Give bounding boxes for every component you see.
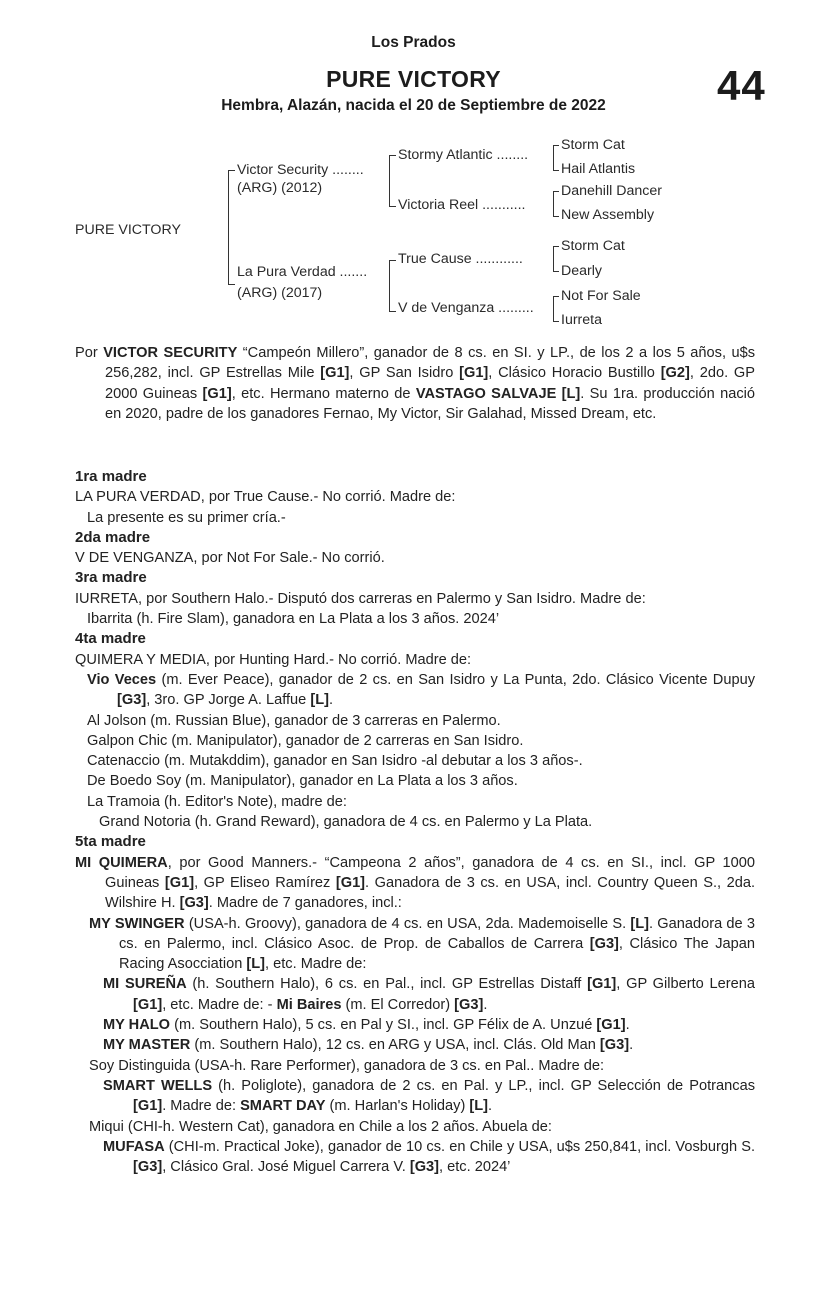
- sire-name: Victor Security ........: [237, 162, 364, 178]
- produce-text: (m. Harlan's Holiday): [325, 1098, 470, 1115]
- gg-3: Danehill Dancer: [561, 183, 662, 199]
- produce-text: , etc. Madre de:: [265, 956, 367, 973]
- produce-name: SMART WELLS: [103, 1077, 213, 1094]
- produce-text: , etc. 2024’: [439, 1159, 511, 1176]
- dam4-produce: Al Jolson (m. Russian Blue), ganador de 3 carreras en Palermo.: [87, 712, 501, 729]
- produce-text: .: [629, 1037, 634, 1054]
- gg-2: Hail Atlantis: [561, 161, 636, 177]
- dam1-line: LA PURA VERDAD, por True Cause.- No corrió. Madre de:: [75, 489, 456, 506]
- produce-text: (CHI-m. Practical Joke), ganador de 10 cs. en Chile y USA, u$s 250,841, incl. Vosburgh S.: [164, 1138, 755, 1155]
- sire-text-3: , Clásico Horacio Bustillo: [488, 365, 661, 382]
- produce-text: .: [328, 692, 334, 709]
- farm-name: Los Prados: [371, 34, 456, 51]
- produce-text: (m. Southern Halo), 5 cs. en Pal y SI., incl. GP Félix de A. Unzué: [170, 1017, 597, 1034]
- dam4-vio-veces: [75, 670, 755, 711]
- produce-text: .: [625, 1017, 630, 1034]
- bracket-gen3-3: [553, 246, 559, 272]
- dam-sire: True Cause ............: [398, 251, 523, 267]
- grade-tag: [G1]: [596, 1017, 626, 1034]
- horse-name: PURE VICTORY: [326, 66, 501, 92]
- produce-text: , GP Gilberto Lerena: [616, 976, 755, 993]
- dam5-my-halo: [75, 1015, 755, 1035]
- grade-tag: [G1]: [459, 365, 489, 382]
- sire-dam: Victoria Reel ...........: [398, 197, 526, 213]
- gg-6: Dearly: [561, 263, 602, 279]
- produce-text: (h. Poliglote), ganadora de 2 cs. en Pal. y LP., incl. GP Selección de Potrancas: [212, 1077, 755, 1094]
- dam4-produce: De Boedo Soy (m. Manipulator), ganador en La Plata a los 3 años.: [87, 773, 518, 790]
- produce-text: . Ganadora de 3 cs. en Palermo, incl. Clásico Asoc. de Prop. de Caballos de Carrera: [119, 915, 755, 952]
- sire-detail: (ARG) (2012): [237, 180, 323, 196]
- grade-tag: [G2]: [660, 365, 690, 382]
- produce-text: (h. Southern Halo), 6 cs. en Pal., incl. GP Estrellas Distaff: [186, 976, 588, 993]
- dam4-produce: Galpon Chic (m. Manipulator), ganador de 2 carreras en San Isidro.: [87, 732, 524, 749]
- grade-tag: [G3]: [599, 1037, 630, 1054]
- sire-text: [75, 343, 755, 424]
- dam5-soy-distinguida: Soy Distinguida (USA-h. Rare Performer), ganadora de 3 cs. en Pal.. Madre de:: [89, 1057, 605, 1074]
- dam-detail: (ARG) (2017): [237, 285, 323, 301]
- lot-number: 44: [717, 62, 766, 109]
- sire-bold-name: VICTOR SECURITY: [103, 345, 238, 361]
- pedigree-subject: PURE VICTORY: [75, 222, 181, 238]
- sire-text-6: . Su 1ra. producción nació en 2020, padre de los ganadores Fernao, My Victor, Sir Galahad, Missed Dream, etc.: [105, 385, 755, 422]
- grade-tag: [G1]: [133, 1098, 163, 1115]
- produce-text: , Clásico Gral. José Miguel Carrera V.: [162, 1159, 410, 1176]
- bracket-gen2-dam: [389, 260, 396, 312]
- produce-text: . Madre de 7 ganadores, incl.:: [208, 895, 402, 912]
- produce-text: , 3ro. GP Jorge A. Laffue: [146, 692, 311, 709]
- dam3-produce: Ibarrita (h. Fire Slam), ganadora en La Plata a los 3 años. 2024’: [87, 611, 500, 628]
- produce-text: (m. El Corredor): [341, 996, 455, 1013]
- dam5-mi-quimera: [75, 853, 755, 914]
- bracket-gen3-2: [553, 191, 559, 217]
- grade-tag: [G3]: [589, 935, 619, 952]
- produce-text: (m. Ever Peace), ganador de 2 cs. en San Isidro y La Punta, 2do. Clásico Vicente Dupuy: [156, 671, 755, 688]
- dam4-produce: La Tramoia (h. Editor's Note), madre de:: [87, 793, 347, 810]
- grade-tag: [G3]: [117, 692, 147, 709]
- produce-text: . Ganadora de 3 cs. en USA, incl. Country Queen S., 2da. Wilshire H.: [105, 874, 755, 912]
- half-brother-name: VASTAGO SALVAJE [L]: [415, 385, 581, 402]
- sire-prefix: Por: [75, 345, 104, 361]
- dam-name: La Pura Verdad .......: [237, 264, 368, 280]
- dam5-mi-surena: [75, 974, 755, 1015]
- produce-text: (m. Southern Halo), 12 cs. en ARG y USA, incl. Clás. Old Man: [190, 1037, 600, 1054]
- dam5-heading: 5ta madre: [75, 833, 146, 851]
- produce-text: , etc. Madre de: -: [162, 996, 277, 1013]
- sire-paragraph: [75, 343, 755, 424]
- produce-name: MI SUREÑA: [103, 976, 187, 993]
- grade-tag: [G1]: [587, 976, 617, 993]
- produce-text: (USA-h. Groovy), ganadora de 4 cs. en USA, 2da. Mademoiselle S.: [184, 915, 631, 932]
- gg-8: Iurreta: [561, 312, 603, 328]
- grade-tag: [L]: [310, 692, 329, 709]
- dam4-heading: 4ta madre: [75, 630, 146, 648]
- produce-name: Vio Veces: [87, 671, 157, 688]
- dam5-my-master: [75, 1035, 755, 1055]
- gg-7: Not For Sale: [561, 288, 641, 304]
- grade-tag: [G3]: [179, 895, 209, 912]
- grade-tag: [L]: [246, 956, 266, 973]
- dam5-mufasa: [75, 1137, 755, 1178]
- produce-text: .: [483, 996, 488, 1013]
- produce-name: MUFASA: [103, 1138, 165, 1155]
- female-family: [75, 467, 755, 1177]
- grade-tag: [G1]: [320, 365, 350, 382]
- produce-text: . Madre de:: [162, 1098, 241, 1115]
- dam1-heading: 1ra madre: [75, 468, 147, 485]
- produce-text: , Clásico The Japan Racing Asocciation: [119, 935, 756, 973]
- bracket-gen3-4: [553, 296, 559, 322]
- dam5-miqui: Miqui (CHI-h. Western Cat), ganadora en Chile a los 2 años. Abuela de:: [89, 1118, 552, 1135]
- sire-text-1: “Campeón Millero”, ganador de 8 cs. en SI. y LP., de los 2 a los 5 años, u$s 256,282, incl. GP Estrellas Mile: [105, 345, 756, 382]
- produce-text: , GP Eliseo Ramírez: [194, 874, 336, 891]
- sire-text-2: , GP San Isidro: [349, 365, 460, 382]
- dam5-my-swinger: [75, 914, 755, 975]
- produce-text: , por Good Manners.- “Campeona 2 años”, ganadora de 4 cs. en SI., incl. GP 1000 Guineas: [105, 854, 755, 891]
- sire-text-5: , etc. Hermano materno de: [231, 385, 416, 402]
- grade-tag: [G1]: [335, 874, 366, 891]
- dam4-grand-produce: Grand Notoria (h. Grand Reward), ganadora de 4 cs. en Palermo y La Plata.: [99, 814, 593, 831]
- dam3-heading: 3ra madre: [75, 569, 147, 587]
- produce-name: MY SWINGER: [89, 915, 185, 932]
- grade-tag: [L]: [469, 1098, 489, 1115]
- dam4-produce: Catenaccio (m. Mutakddim), ganador en San Isidro -al debutar a los 3 años-.: [87, 753, 583, 770]
- grade-tag: [G3]: [454, 996, 484, 1013]
- bracket-gen3-1: [553, 145, 559, 171]
- dam-dam: V de Venganza .........: [398, 300, 534, 316]
- gg-5: Storm Cat: [561, 238, 625, 254]
- dam2-line: V DE VENGANZA, por Not For Sale.- No corrió.: [75, 550, 385, 567]
- bracket-gen1: [228, 170, 235, 285]
- grade-tag: [G1]: [164, 874, 195, 891]
- sire-sire: Stormy Atlantic ........: [398, 147, 529, 163]
- dam5-smart-wells: [75, 1076, 755, 1117]
- dam3-line: IURRETA, por Southern Halo.- Disputó dos carreras en Palermo y San Isidro. Madre de:: [75, 590, 646, 607]
- dam1-produce: La presente es su primer cría.-: [87, 509, 286, 526]
- dam4-line: QUIMERA Y MEDIA, por Hunting Hard.- No corrió. Madre de:: [75, 651, 472, 668]
- grade-tag: [G1]: [133, 996, 163, 1013]
- dam-name-bold: MI QUIMERA: [75, 854, 168, 871]
- horse-description: Hembra, Alazán, nacida el 20 de Septiembre de 2022: [221, 97, 606, 114]
- produce-name: Mi Baires: [276, 996, 342, 1013]
- produce-name: SMART DAY: [240, 1098, 326, 1115]
- grade-tag: [G3]: [409, 1159, 440, 1176]
- dam2-heading: 2da madre: [75, 528, 151, 546]
- gg-4: New Assembly: [561, 207, 655, 223]
- sire-text-4: , 2do. GP 2000 Guineas: [105, 365, 755, 402]
- gg-1: Storm Cat: [561, 137, 625, 153]
- bracket-gen2-sire: [389, 155, 396, 207]
- grade-tag: [G1]: [202, 385, 232, 402]
- produce-name: MY MASTER: [103, 1037, 191, 1054]
- produce-name: MY HALO: [103, 1017, 171, 1034]
- grade-tag: [L]: [630, 915, 649, 932]
- produce-text: .: [488, 1098, 493, 1115]
- grade-tag: [G3]: [133, 1159, 163, 1176]
